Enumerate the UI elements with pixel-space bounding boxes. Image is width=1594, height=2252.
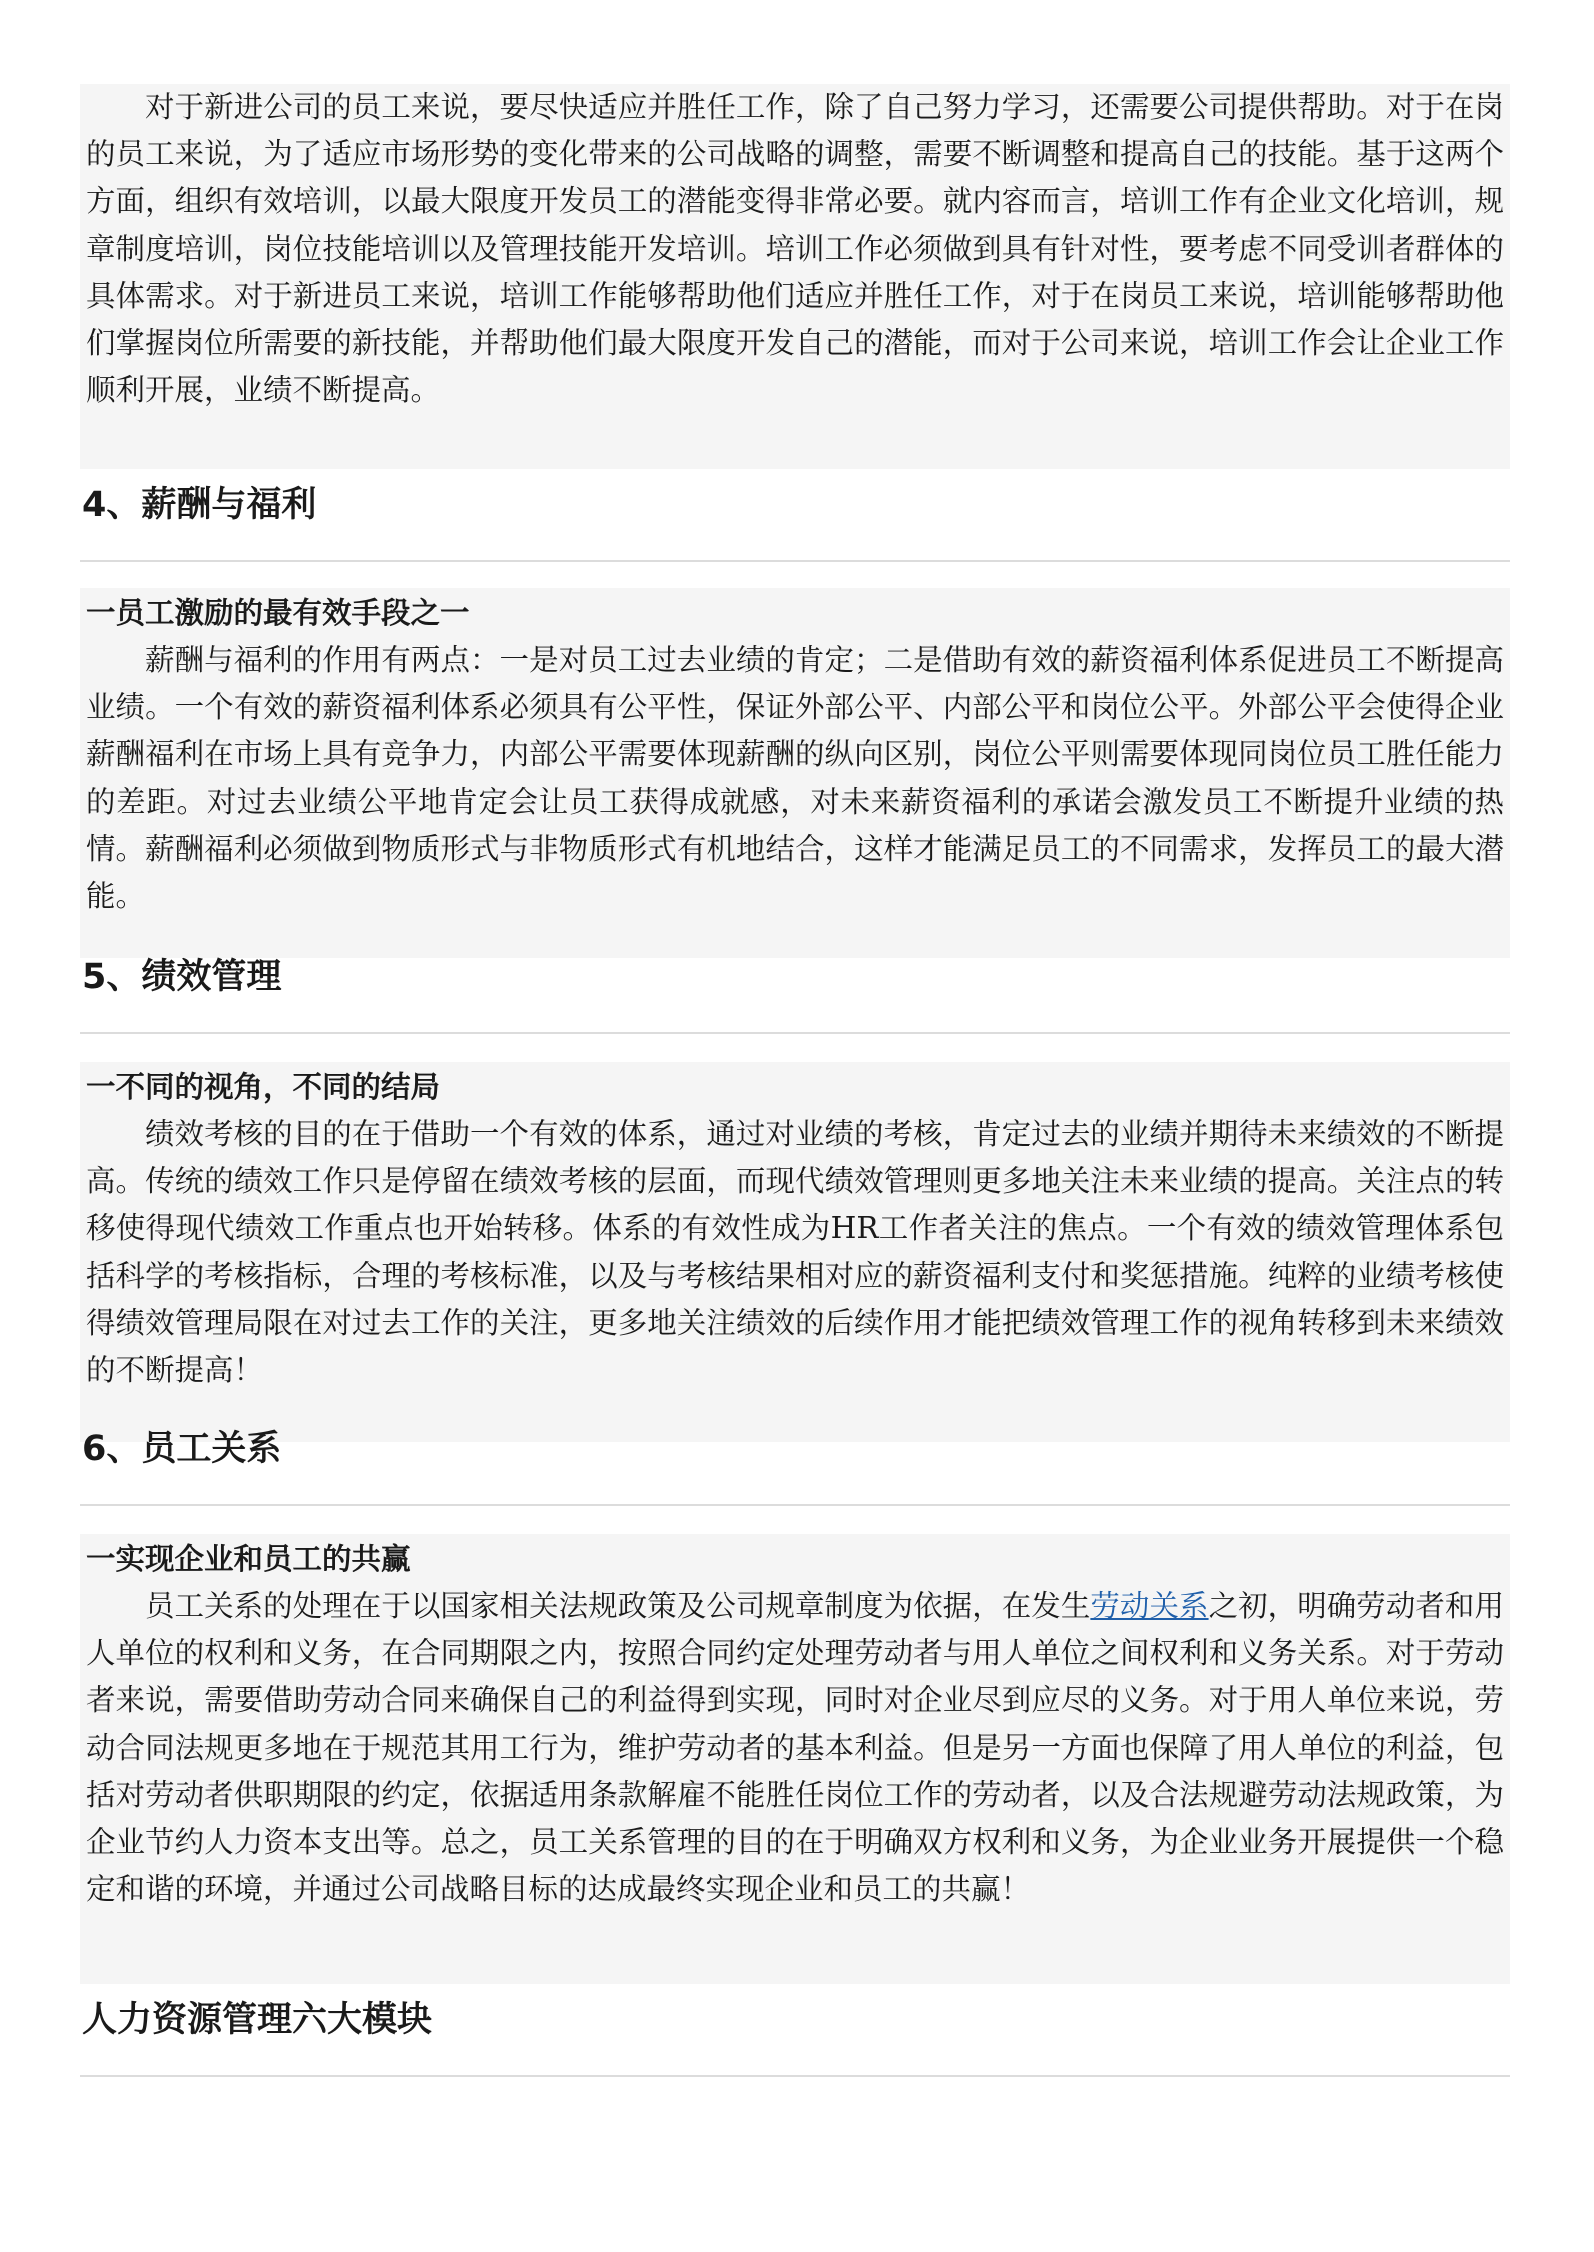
hr-six-modules-heading: 人力资源管理六大模块 bbox=[82, 2000, 433, 2040]
section-5-panel bbox=[80, 1062, 1510, 1442]
section-5-divider bbox=[80, 1032, 1510, 1034]
section-6-text-before: 员工关系的处理在于以国家相关法规政策及公司规章制度为依据，在发生 bbox=[145, 1589, 1091, 1623]
section-5-paragraph: 绩效考核的目的在于借助一个有效的体系，通过对业绩的考核，肯定过去的业绩并期待未来绩效的不断提高。传统的绩效工作只是停留在绩效考核的层面，而现代绩效管理则更多地关注未来业绩的提高。关注点的转移使得现代绩效工作重点也开始转移。体系的有效性成为HR工作者关注的焦点。一个有效的绩效管理体系包括科学的考核指标，合理的考核标准，以及与考核结果相对应的薪资福利支付和奖惩措施。纯粹的业绩考核使得绩效管理局限在对过去工作的关注，更多地关注绩效的后续作用才能把绩效管理工作的视角转移到未来绩效的不断提高！ bbox=[86, 1117, 1504, 1388]
section-5-heading: 5、绩效管理 bbox=[82, 957, 282, 997]
labor-relation-link[interactable]: 劳动关系 bbox=[1090, 1589, 1209, 1623]
section-4-subtitle: 一员工激励的最有效手段之一 bbox=[86, 596, 470, 630]
section-4-paragraph: 薪酬与福利的作用有两点：一是对员工过去业绩的肯定；二是借助有效的薪资福利体系促进员工不断提高业绩。一个有效的薪资福利体系必须具有公平性，保证外部公平、内部公平和岗位公平。外部公平会使得企业薪酬福利在市场上具有竞争力，内部公平需要体现薪酬的纵向区别，岗位公平则需要体现同岗位员工胜任能力的差距。对过去业绩公平地肯定会让员工获得成就感，对未来薪资福利的承诺会激发员工不断提升业绩的热情。薪酬福利必须做到物质形式与非物质形式有机地结合，这样才能满足员工的不同需求，发挥员工的最大潜能。 bbox=[86, 643, 1504, 914]
intro-panel bbox=[80, 84, 1510, 469]
section-6-heading: 6、员工关系 bbox=[82, 1429, 282, 1469]
section-6-panel bbox=[80, 1534, 1510, 1984]
section-6-paragraph bbox=[86, 1583, 1504, 1913]
section-5-subtitle: 一不同的视角，不同的结局 bbox=[86, 1070, 441, 1104]
section-4-panel bbox=[80, 588, 1510, 958]
section-4-divider bbox=[80, 560, 1510, 562]
final-divider bbox=[80, 2075, 1510, 2077]
intro-paragraph: 对于新进公司的员工来说，要尽快适应并胜任工作，除了自己努力学习，还需要公司提供帮助。对于在岗的员工来说，为了适应市场形势的变化带来的公司战略的调整，需要不断调整和提高自己的技能。基于这两个方面，组织有效培训，以最大限度开发员工的潜能变得非常必要。就内容而言，培训工作有企业文化培训，规章制度培训，岗位技能培训以及管理技能开发培训。培训工作必须做到具有针对性，要考虑不同受训者群体的具体需求。对于新进员工来说，培训工作能够帮助他们适应并胜任工作，对于在岗员工来说，培训能够帮助他们掌握岗位所需要的新技能，并帮助他们最大限度开发自己的潜能，而对于公司来说，培训工作会让企业工作顺利开展，业绩不断提高。 bbox=[86, 90, 1504, 408]
section-4-heading: 4、薪酬与福利 bbox=[82, 485, 317, 525]
section-6-divider bbox=[80, 1504, 1510, 1506]
section-6-subtitle: 一实现企业和员工的共赢 bbox=[86, 1542, 411, 1576]
section-6-text-after: 之初，明确劳动者和用人单位的权利和义务，在合同期限之内，按照合同约定处理劳动者与用人单位之间权利和义务关系。对于劳动者来说，需要借助劳动合同来确保自己的利益得到实现，同时对企业尽到应尽的义务。对于用人单位来说，劳动合同法规更多地在于规范其用工行为，维护劳动者的基本利益。但是另一方面也保障了用人单位的利益，包括对劳动者供职期限的约定，依据适用条款解雇不能胜任岗位工作的劳动者，以及合法规避劳动法规政策，为企业节约人力资本支出等。总之，员工关系管理的目的在于明确双方权利和义务，为企业业务开展提供一个稳定和谐的环境，并通过公司战略目标的达成最终实现企业和员工的共赢！ bbox=[86, 1589, 1504, 1907]
